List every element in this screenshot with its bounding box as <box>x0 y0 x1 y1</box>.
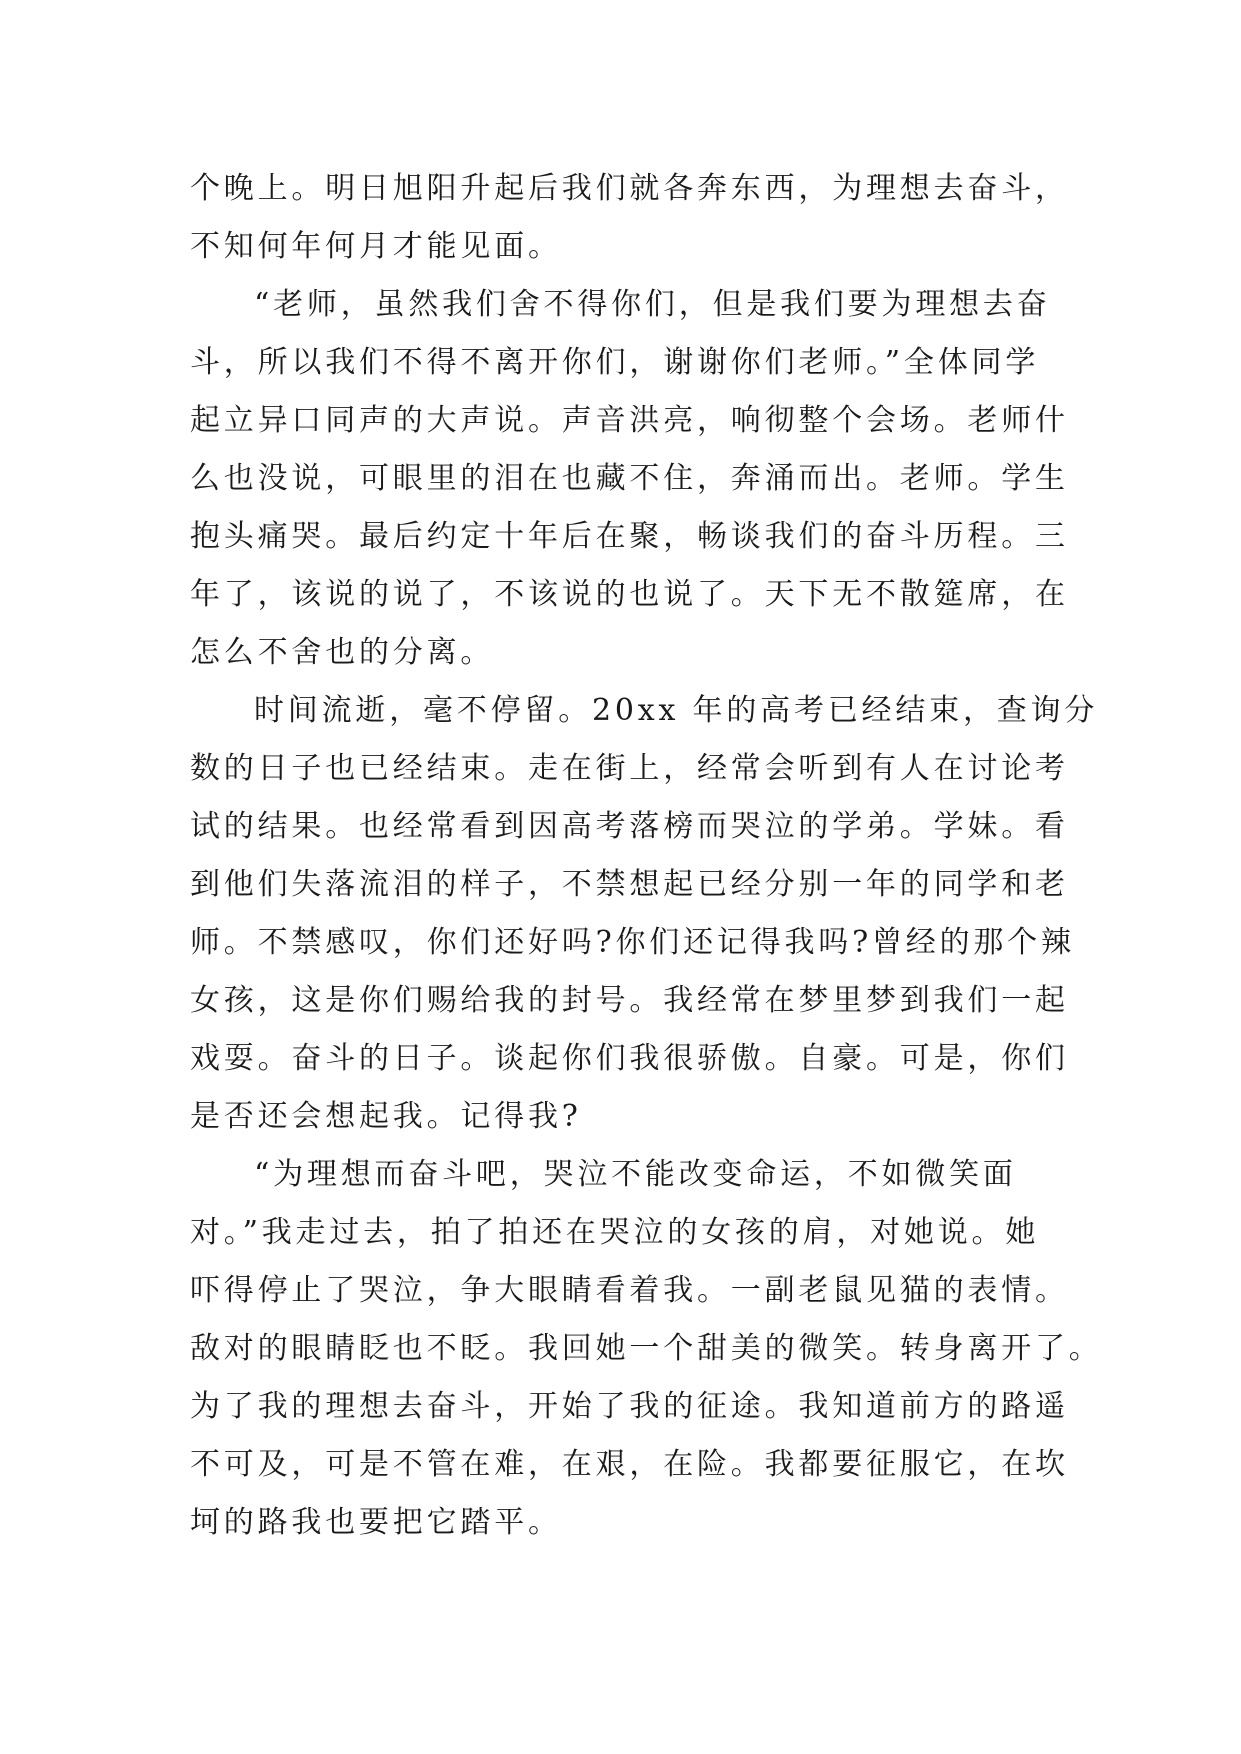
text-line: 数的日子也已经结束。走在街上，经常会听到有人在讨论考 <box>190 751 1069 786</box>
text-line: 师。不禁感叹，你们还好吗?你们还记得我吗?曾经的那个辣 <box>190 925 1075 960</box>
text-line: 到他们失落流泪的样子，不禁想起已经分别一年的同学和老 <box>190 867 1069 902</box>
text-line: 吓得停止了哭泣，争大眼睛看着我。一副老鼠见猫的表情。 <box>190 1273 1069 1308</box>
text-line: 敌对的眼睛眨也不眨。我回她一个甜美的微笑。转身离开了。 <box>190 1331 1103 1366</box>
text-line: “老师，虽然我们舍不得你们，但是我们要为理想去奋 <box>254 287 1051 322</box>
text-line: 戏耍。奋斗的日子。谈起你们我很骄傲。自豪。可是，你们 <box>190 1041 1069 1076</box>
text-line: 么也没说，可眼里的泪在也藏不住，奔涌而出。老师。学生 <box>190 461 1069 496</box>
text-line: 试的结果。也经常看到因高考落榜而哭泣的学弟。学妹。看 <box>190 809 1069 844</box>
text-line: 起立异口同声的大声说。声音洪亮，响彻整个会场。老师什 <box>190 403 1069 438</box>
text-line: 斗，所以我们不得不离开你们，谢谢你们老师。”全体同学 <box>190 345 1040 380</box>
text-line: 是否还会想起我。记得我? <box>190 1099 582 1134</box>
text-line: 不可及，可是不管在难，在艰，在险。我都要征服它，在坎 <box>190 1447 1069 1482</box>
text-line: 不知何年何月才能见面。 <box>190 229 562 264</box>
text-line: 为了我的理想去奋斗，开始了我的征途。我知道前方的路遥 <box>190 1389 1069 1424</box>
text-line: 个晚上。明日旭阳升起后我们就各奔东西，为理想去奋斗， <box>190 171 1069 206</box>
document-body <box>190 160 1103 1552</box>
text-line: 年了，该说的说了，不该说的也说了。天下无不散筵席，在 <box>190 577 1069 612</box>
text-line: 女孩，这是你们赐给我的封号。我经常在梦里梦到我们一起 <box>190 983 1069 1018</box>
text-line: 抱头痛哭。最后约定十年后在聚，畅谈我们的奋斗历程。三 <box>190 519 1069 554</box>
text-line: 坷的路我也要把它踏平。 <box>190 1505 562 1540</box>
text-line: 怎么不舍也的分离。 <box>190 635 495 670</box>
text-line: 时间流逝，毫不停留。20xx 年的高考已经结束，查询分 <box>254 693 1099 728</box>
text-line: 对。”我走过去，拍了拍还在哭泣的女孩的肩，对她说。她 <box>190 1215 1040 1250</box>
text-line: “为理想而奋斗吧，哭泣不能改变命运，不如微笑面 <box>254 1157 1017 1192</box>
